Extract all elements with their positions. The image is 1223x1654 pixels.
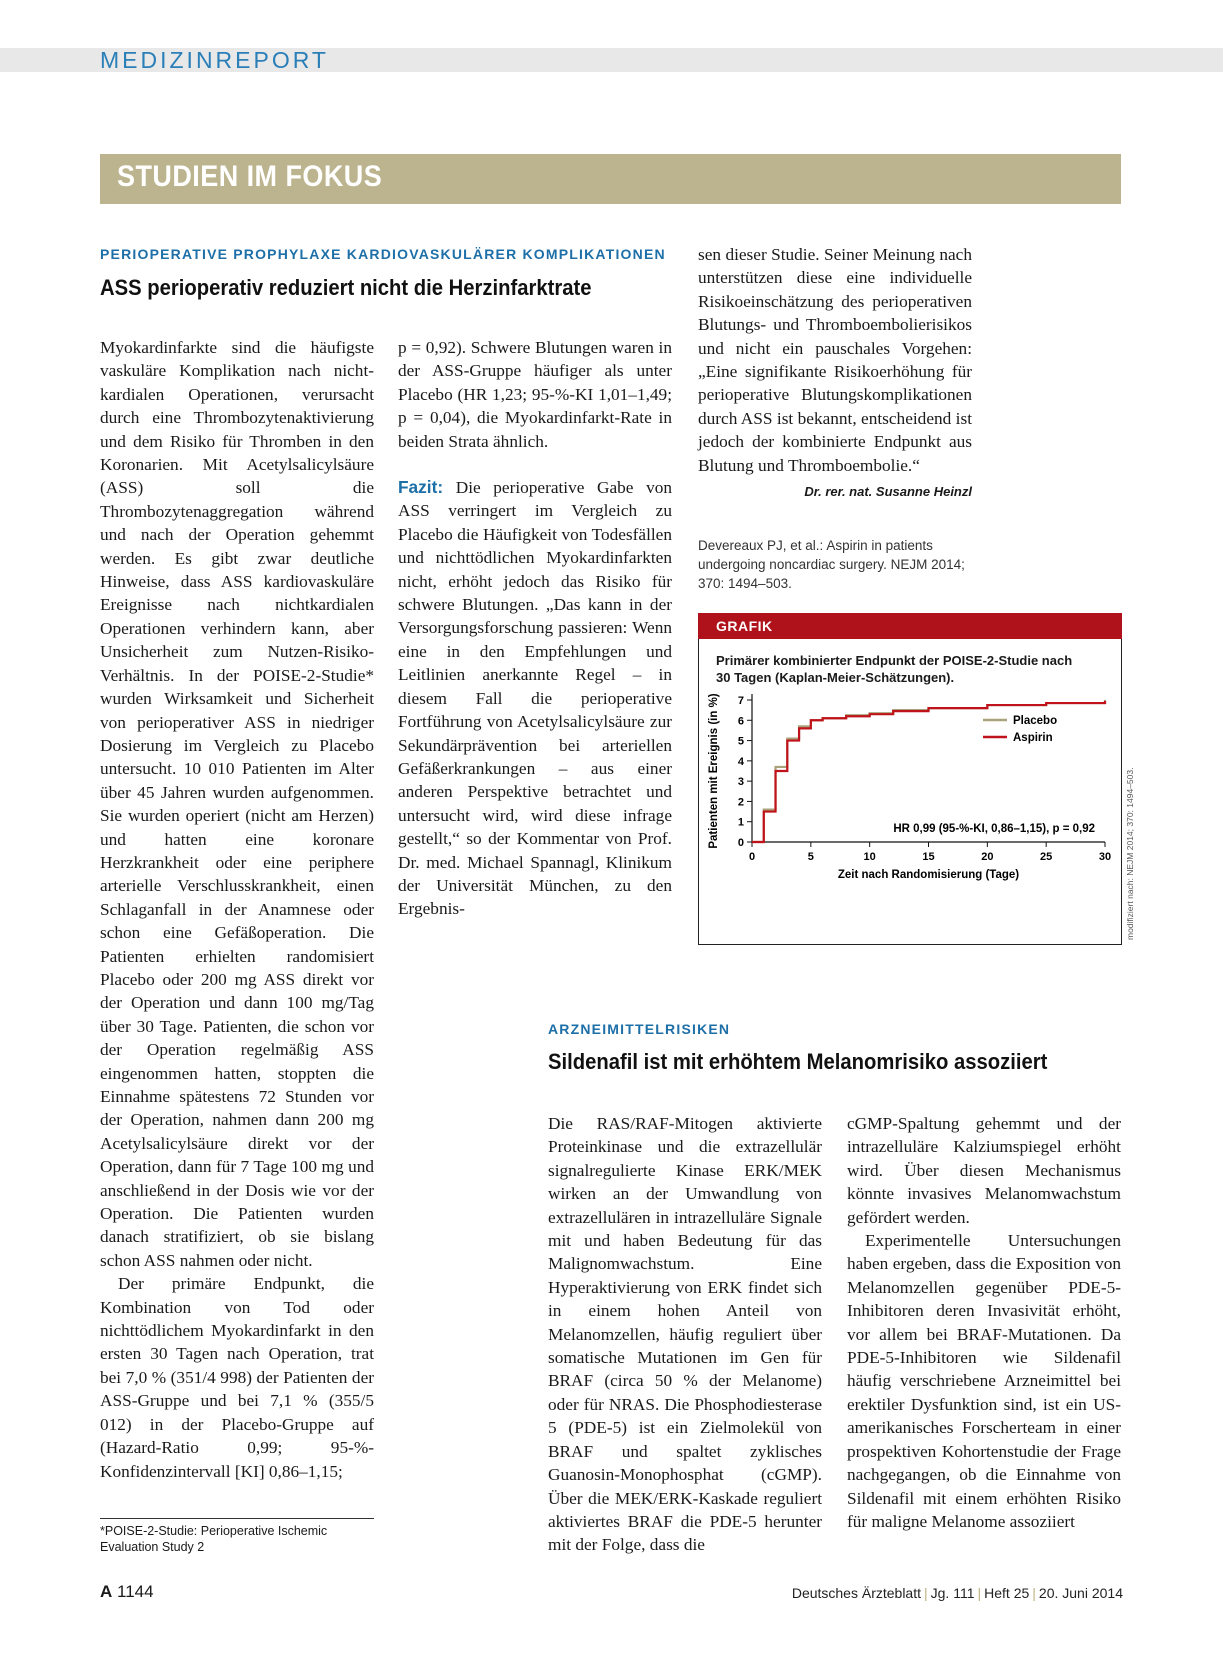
paragraph [698,243,972,500]
article2-headline: Sildenafil ist mit erhöhtem Melanomrisiko assoziiert [548,1049,1048,1074]
footnote-rule [100,1518,374,1519]
x-tick-label: 20 [981,851,994,863]
banner-title: STUDIEN IM FOKUS [117,160,383,193]
article1-kicker: PERIOPERATIVE PROPHYLAXE KARDIOVASKULÄRER KOMPLIKATIONEN [100,246,666,262]
paragraph: Die RAS/RAF-Mitogen aktivierte Proteinkinase und die extrazellulär signalregulierte Kinase ERK/MEK wirken an der Umwandlung von extrazellulären in intrazelluläre Signale mit und haben Bedeutung für das Malignomwachstum. Eine Hyperaktivierung von ERK findet sich in einem hohen Anteil von Melanomzellen, häufig reguliert über somatische Mutationen im Gen für BRAF (circa 50 % der Melanome) oder für NRAS. Die Phosphodiesterase 5 (PDE-5) ist ein Zielmolekül von BRAF und spaltet zyklisches Guanosin-Monophosphat (cGMP). Über die MEK/ERK-Kaskade reguliert aktiviertes BRAF die PDE-5 herunter mit der Folge, dass die [548,1114,822,1555]
journal-date: 20. Juni 2014 [1038,1585,1123,1601]
article2-column-1 [548,1112,822,1557]
kaplan-meier-chart [700,690,1118,940]
paragraph: Experimentelle Untersuchungen haben ergeben, dass die Exposition von Melanomzellen gegenüber PDE-5-Inhibitoren deren Invasivität erhöht, vor allem bei BRAF-Mutationen. Da PDE-5-Inhibitoren wie Sildenafil häufig verschriebene Arzneimittel bei erektiler Dysfunktion sind, ist ein US-amerikanisches Forscherteam in einer prospektiven Kohortenstudie der Frage nachgegangen, ob die Einnahme von Sildenafil mit einem erhöhten Risiko für maligne Melanome assoziiert [847,1231,1121,1531]
article1-headline: ASS perioperativ reduziert nicht die Herzinfarktrate [100,275,592,300]
y-axis-label: Patienten mit Ereignis (in %) [708,693,720,849]
y-tick-label: 6 [737,715,744,728]
legend-label: Aspirin [1013,732,1053,744]
hr-annotation: HR 0,99 (95-%-KI, 0,86–1,15), p = 0,92 [893,823,1095,835]
y-tick-label: 3 [737,776,744,789]
y-tick-label: 0 [737,837,744,849]
journal-volume: Jg. 111 [930,1585,975,1601]
grafik-credit: modifiziert nach: NEJM 2014; 370: 1494–503. [1125,767,1135,940]
paragraph: p = 0,92). Schwere Blutungen waren in der ASS-Gruppe häufiger als unter Placebo (HR 1,23; 95-%-KI 1,01–1,49; p = 0,04), die Myokardinfarkt-Rate in beiden Strata ähnlich. [398,338,672,451]
article2-kicker: ARZNEIMITTELRISIKEN [548,1021,731,1037]
x-tick-label: 0 [748,851,756,863]
paragraph-text: sen dieser Studie. Seiner Meinung nach unterstützen diese eine individuelle Risikoeinschätzung des perioperativen Blutungs- und Thromboembolierisikos und nicht ein pauschales Vorgehen: „Eine signifikante Risikoerhöhung für perioperative Blutungskomplikationen durch ASS ist bekannt, entscheidend ist jedoch der kombinierte Endpunkt aus Blutung und Thromboembolie.“ [698,245,972,475]
page-prefix: A [100,1582,113,1601]
y-tick-label: 4 [737,755,744,768]
x-tick-label: 30 [1098,851,1112,863]
x-tick-label: 25 [1040,851,1053,863]
page-number [100,1582,154,1602]
journal-info: Deutsches Ärzteblatt | Jg. 111 | Heft 25 | 20. Juni 2014 [791,1585,1123,1601]
paragraph-fazit [398,476,672,921]
journal-name: Deutsches Ärzteblatt [791,1585,921,1601]
x-tick-label: 15 [922,851,935,863]
paragraph: cGMP-Spaltung gehemmt und der intrazelluläre Kalziumspiegel erhöht wird. Über diesen Mechanismus könnte invasives Melanomwachstum gefördert werden. [847,1114,1121,1227]
fazit-text: Die perioperative Gabe von ASS verringert im Vergleich zu Placebo die Häufigkeit von Todesfällen und nichttödlichen Myokardinfarkten nicht, erhöht jedoch das Risiko für schwere Blutungen. „Das kann in der Versorgungsforschung passieren: Wenn eine in den Empfehlungen und Leitlinien anerkannte Regel – in diesem Fall die perioperative Fortführung von Acetylsalicylsäure zur Sekundärprävention bei arteriellen Gefäßerkrankungen – aus einer anderen Perspektive betrachtet und untersucht wird, wird diese infrage gestellt,“ so der Kommentar von Prof. Dr. med. Michael Spannagl, Klinikum der Universität München, zu den Ergebnis- [398,478,672,919]
paragraph: Myokardinfarkte sind die häufigste vaskuläre Komplikation nach nicht-kardialen Operationen, verursacht durch eine Thrombozytenaktivierung und dem Risiko für Thromben in den Koronarien. Mit Acetylsalicylsäure (ASS) soll die Thrombozytenaggregation während und nach der Operation gehemmt werden. Es gibt zwar deutliche Hinweise, dass ASS kardiovaskuläre Ereignisse nach nichtkardialen Operationen verhindern kann, aber Unsicherheit zum Nutzen-Risiko-Verhältnis. In der POISE-2-Studie* wurden Wirksamkeit und Sicherheit von perioperativer ASS in niedriger Dosierung im Vergleich zu Placebo untersucht. 10 010 Patienten im Alter über 45 Jahren wurden aufgenommen. Sie wurden operiert (nicht am Herzen) und hatten eine koronare Herzkrankheit oder eine periphere arterielle Verschlusskrankheit, einen Schlaganfall in der Anamnese oder schon eine Gefäßoperation. Die Patienten erhielten randomisiert Placebo oder 200 mg ASS direkt vor der Operation und dann 100 mg/Tag über 30 Tage. Patienten, die schon vor der Operation regelmäßig ASS eingenommen hatten, stoppten die Einnahme spätestens 72 Stunden vor der Operation, nahmen dann 200 mg Acetylsalicylsäure direkt vor der Operation, dann für 7 Tage 100 mg und anschließend in der Dosis wie vor der Operation. Die Patienten wurden danach stratifiziert, ob sie bislang schon ASS nahmen oder nicht. [100,338,374,1270]
legend-label: Placebo [1013,715,1058,727]
article1-column-3 [698,243,972,503]
x-axis-label: Zeit nach Randomisierung (Tage) [837,869,1020,881]
article1-column-2 [398,336,672,921]
grafik-title: Primärer kombinierter Endpunkt der POISE-2-Studie nach 30 Tagen (Kaplan-Meier-Schätzungen). [716,653,1073,685]
fazit-label: Fazit: [398,477,444,498]
article2-column-2 [847,1112,1121,1533]
section-label: MEDIZINREPORT [100,47,329,73]
x-tick-label: 10 [863,851,876,863]
paragraph: Der primäre Endpunkt, die Kombination von Tod oder nichttödlichem Myokardinfarkt in den ersten 30 Tagen nach Operation, trat bei 7,0 % (351/4 998) der Patienten der ASS-Gruppe und bei 7,1 % (355/5 012) in der Placebo-Gruppe auf (Hazard-Ratio 0,99; 95-%-Konfidenzintervall [KI] 0,86–1,15; [100,1274,374,1481]
y-tick-label: 1 [737,816,744,829]
journal-issue: Heft 25 [984,1585,1030,1601]
y-tick-label: 5 [737,735,744,748]
author: Dr. rer. nat. Susanne Heinzl [804,484,972,500]
reference: Devereaux PJ, et al.: Aspirin in patients undergoing noncardiac surgery. NEJM 2014; 370: 1494–503. [698,538,965,591]
x-tick-label: 5 [807,851,814,863]
y-tick-label: 2 [737,796,744,809]
page-number-value: 1144 [117,1582,154,1601]
y-tick-label: 7 [737,695,744,707]
grafik-label: GRAFIK [716,618,773,634]
footnote: *POISE-2-Studie: Perioperative Ischemic Evaluation Study 2 [100,1524,328,1554]
article1-column-1 [100,336,374,1483]
